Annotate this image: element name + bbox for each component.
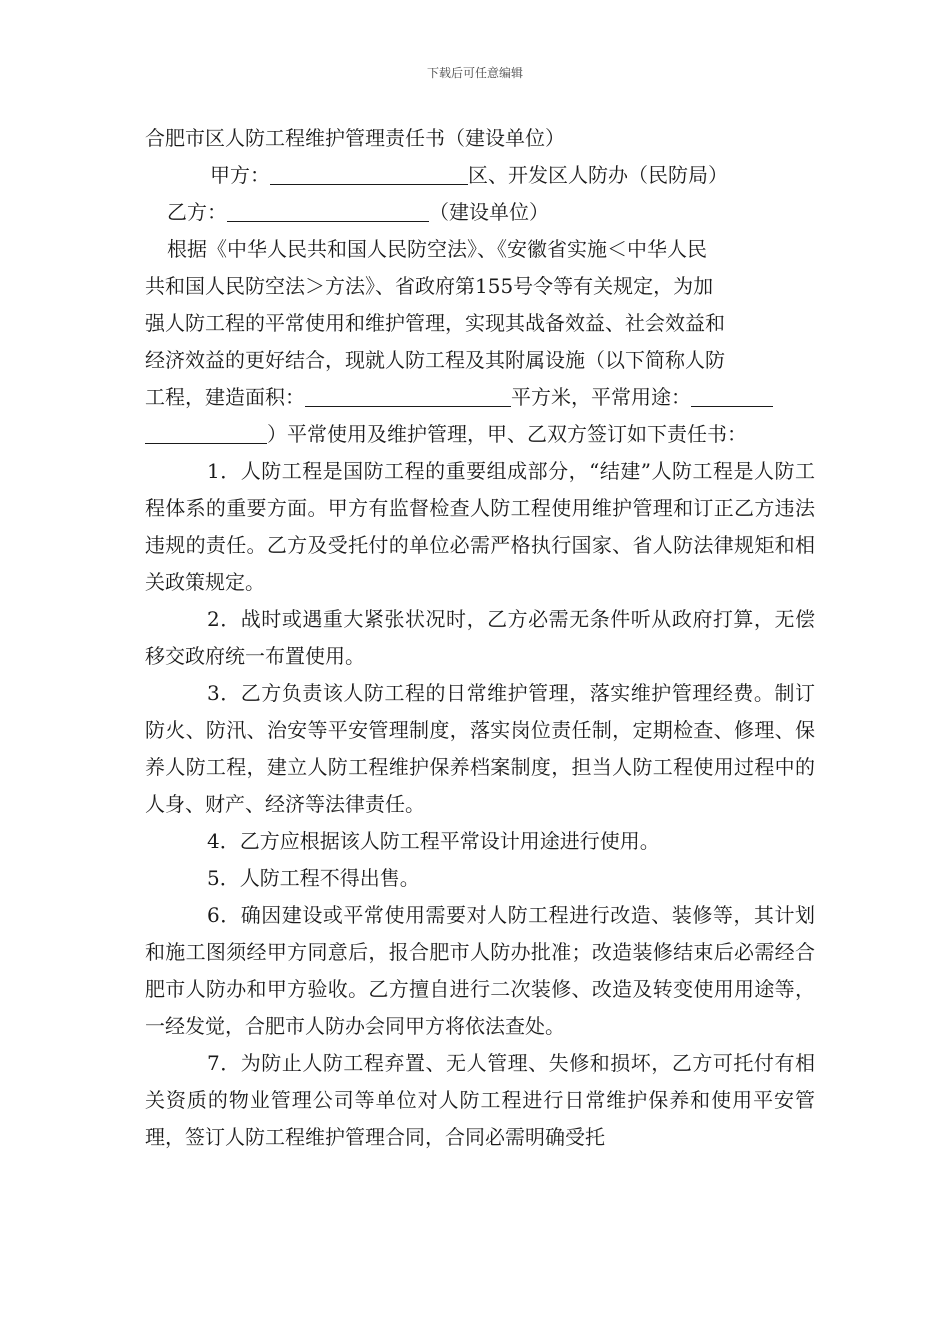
intro-line-6	[145, 416, 815, 453]
intro-line-1: 根据《中华人民共和国人民防空法》、《安徽省实施＜中华人民	[167, 237, 707, 261]
intro-line-3: 强人防工程的平常使用和维护管理，实现其战备效益、社会效益和	[145, 311, 725, 335]
party-a-label: 甲方：	[210, 163, 270, 187]
document-title: 合肥市区人防工程维护管理责任书（建设单位）	[145, 126, 565, 150]
area-label: 工程，建造面积：	[145, 385, 305, 409]
clause-6: 6．确因建设或平常使用需要对人防工程进行改造、装修等，其计划和施工图须经甲方同意后，报合肥市人防办批准；改造装修结束后必需经合肥市人防办和甲方验收。乙方擅自进行二次装修、改造及转变使用用途等，一经发觉，合肥市人防办会同甲方将依法查处。	[145, 903, 815, 1038]
party-a-blank	[270, 162, 468, 185]
party-a-suffix: 区、开发区人防办（民防局）	[468, 163, 728, 187]
party-b-suffix: （建设单位）	[429, 200, 549, 224]
party-a-line	[145, 157, 815, 194]
clause-7: 7．为防止人防工程弃置、无人管理、失修和损坏，乙方可托付有相关资质的物业管理公司等单位对人防工程进行日常维护保养和使用平安管理，签订人防工程维护管理合同，合同必需明确受托	[145, 1051, 815, 1149]
usage-label: 平方米，平常用途：	[511, 385, 691, 409]
page-header-note: 下载后可任意编辑	[426, 66, 523, 80]
area-blank	[305, 384, 511, 407]
clause-5: 5．人防工程不得出售。	[207, 866, 420, 890]
clause-2: 2．战时或遇重大紧张状况时，乙方必需无条件听从政府打算，无偿移交政府统一布置使用。	[145, 607, 815, 668]
usage-blank-1	[691, 384, 773, 407]
intro-line-4: 经济效益的更好结合，现就人防工程及其附属设施（以下简称人防	[145, 348, 725, 372]
clause-3: 3．乙方负责该人防工程的日常维护管理，落实维护管理经费。制订防火、防汛、治安等平安管理制度，落实岗位责任制，定期检查、修理、保养人防工程，建立人防工程维护保养档案制度，担当人防工程使用过程中的人身、财产、经济等法律责任。	[145, 681, 815, 816]
intro-closing: ）平常使用及维护管理，甲、乙双方签订如下责任书：	[267, 422, 747, 446]
party-b-line	[145, 194, 815, 231]
clause-4: 4．乙方应根据该人防工程平常设计用途进行使用。	[207, 829, 660, 853]
party-b-blank	[227, 199, 429, 222]
document-body	[145, 120, 815, 1156]
usage-blank-2	[145, 421, 267, 444]
party-b-label: 乙方：	[167, 200, 227, 224]
intro-line-5	[145, 379, 815, 416]
clause-1: 1．人防工程是国防工程的重要组成部分，“结建”人防工程是人防工程体系的重要方面。甲方有监督检查人防工程使用维护管理和订正乙方违法违规的责任。乙方及受托付的单位必需严格执行国家、省人防法律规矩和相关政策规定。	[145, 459, 815, 594]
intro-line-2: 共和国人民防空法＞方法》、省政府第155号令等有关规定，为加	[145, 274, 714, 298]
